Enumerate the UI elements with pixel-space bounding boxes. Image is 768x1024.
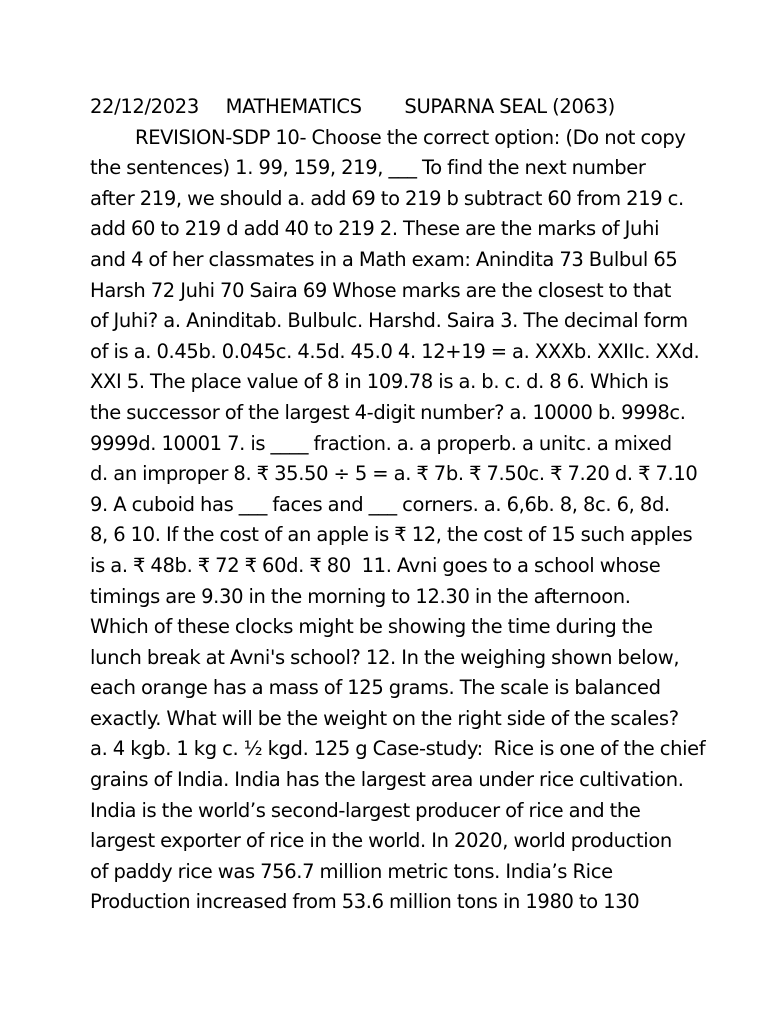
text-line: Which of these clocks might be showing the time during the [90,615,653,639]
document-body [90,92,706,918]
text-line: India is the world’s second-largest producer of rice and the [90,798,641,822]
text-line: add 60 to 219 d add 40 to 219 2. These are the marks of Juhi [90,217,660,241]
text-line: REVISION-SDP 10- Choose the correct option: (Do not copy [135,125,686,149]
text-line: 9999d. 10001 7. is ____ fraction. a. a properb. a unitc. a mixed [90,431,672,455]
text-line: of Juhi? a. Aninditab. Bulbulc. Harshd. Saira 3. The decimal form [90,309,688,333]
header-line: 22/12/2023 MATHEMATICS SUPARNA SEAL (2063) [90,95,615,118]
text-line: 9. A cuboid has ___ faces and ___ corners. a. 6,6b. 8, 8c. 6, 8d. [90,492,670,516]
text-line: grains of India. India has the largest area under rice cultivation. [90,768,684,792]
text-line: lunch break at Avni's school? 12. In the weighing shown below, [90,645,680,669]
text-line: a. 4 kgb. 1 kg c. ½ kgd. 125 g Case-study: Rice is one of the chief [90,737,706,761]
text-line: of paddy rice was 756.7 million metric tons. India’s Rice [90,859,613,883]
text-line: and 4 of her classmates in a Math exam: Anindita 73 Bulbul 65 [90,247,678,271]
text-line: of is a. 0.45b. 0.045c. 4.5d. 45.0 4. 12+19 = a. XXXb. XXIIc. XXd. [90,339,700,363]
text-line: Harsh 72 Juhi 70 Saira 69 Whose marks are the closest to that [90,278,672,302]
text-line: d. an improper 8. ₹ 35.50 ÷ 5 = a. ₹ 7b. ₹ 7.50c. ₹ 7.20 d. ₹ 7.10 [90,462,698,486]
text-line: timings are 9.30 in the morning to 12.30 in the afternoon. [90,584,631,608]
text-line: after 219, we should a. add 69 to 219 b subtract 60 from 219 c. [90,186,684,210]
text-line: is a. ₹ 48b. ₹ 72 ₹ 60d. ₹ 80 11. Avni goes to a school whose [90,553,661,577]
text-line: the sentences) 1. 99, 159, 219, ___ To find the next number [90,156,646,180]
text-line: largest exporter of rice in the world. In 2020, world production [90,829,672,853]
text-line: the successor of the largest 4-digit number? a. 10000 b. 9998c. [90,400,686,424]
text-line: XXI 5. The place value of 8 in 109.78 is a. b. c. d. 8 6. Which is [90,370,669,394]
text-line: exactly. What will be the weight on the right side of the scales? [90,706,679,730]
text-line: 8, 6 10. If the cost of an apple is ₹ 12, the cost of 15 such apples [90,523,693,547]
text-line: Production increased from 53.6 million tons in 1980 to 130 [90,890,640,914]
text-line: each orange has a mass of 125 grams. The scale is balanced [90,676,661,700]
